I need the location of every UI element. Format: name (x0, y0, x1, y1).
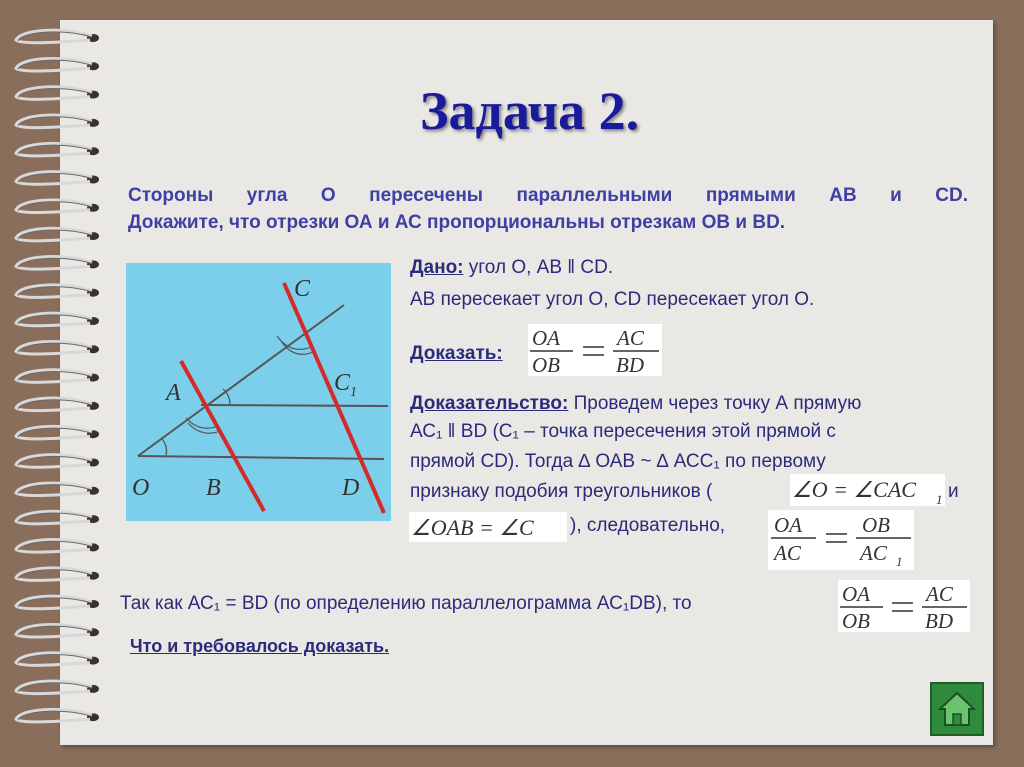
ray-od (138, 456, 384, 459)
ratio-den2: AC (860, 541, 887, 565)
consequently-text: ), следовательно, (570, 515, 726, 536)
line-ac1 (201, 405, 388, 406)
concl-den2: BD (925, 609, 953, 632)
proof-line-1 (410, 393, 861, 415)
spiral-binding (0, 0, 110, 767)
binding-ring (16, 596, 99, 609)
prove-den2: BD (616, 353, 644, 376)
binding-ring (16, 257, 99, 270)
proof-line-4: признаку подобия треугольников ( (410, 481, 713, 502)
binding-ring (16, 87, 99, 100)
qed-text: Что и требовалось доказать. (130, 636, 390, 656)
binding-ring (16, 30, 99, 43)
binding-ring (16, 59, 99, 72)
binding-ring (16, 228, 99, 241)
binding-ring (16, 172, 99, 185)
binding-ring (16, 426, 99, 439)
problem-line-2: Докажите, что отрезки ОА и АС пропорциональны отрезкам ОВ и BD. (128, 212, 786, 233)
given-line-2: АВ пересекает угол О, CD пересекает угол О. (410, 289, 815, 310)
ratio-den2-sub: 1 (896, 554, 903, 569)
binding-ring (16, 115, 99, 128)
problem-statement (128, 182, 968, 236)
binding-ring (16, 398, 99, 411)
home-icon (932, 684, 982, 734)
line-ab (181, 361, 264, 511)
prove-num1: OA (532, 326, 560, 350)
binding-ring (16, 285, 99, 298)
conclusion-text: Так как АС₁ = BD (по определению параллелограмма АС₁DB), то (120, 593, 692, 614)
point-label-a: A (166, 380, 181, 406)
angle-equality-1 (790, 474, 945, 506)
home-button[interactable] (930, 682, 984, 736)
line-cd (284, 283, 384, 513)
concl-num2: AC (926, 582, 953, 606)
ratio-formula (768, 510, 914, 570)
angle-eq-2-text: ∠OAB = ∠C (411, 515, 534, 540)
prove-label (410, 343, 503, 365)
binding-ring (16, 709, 99, 722)
proof-text-1: Проведем через точку А прямую (568, 393, 862, 414)
binding-ring (16, 483, 99, 496)
point-label-d: D (342, 475, 360, 501)
proof-line-2: АС₁ ǁ BD (С₁ – точка пересечения этой прямой с (410, 421, 836, 442)
binding-ring (16, 653, 99, 666)
binding-ring (16, 625, 99, 638)
point-label-b: B (206, 475, 221, 501)
binding-ring (16, 568, 99, 581)
ratio-num2: OB (862, 513, 890, 537)
conclusion-formula (838, 580, 970, 632)
binding-ring (16, 200, 99, 213)
point-label-o: O (132, 475, 150, 501)
and-word: и (948, 481, 959, 502)
point-label-c1: $C_1$ (334, 370, 358, 400)
slide-title: Задача 2. (420, 81, 640, 141)
problem-line-1: Стороны угла О пересечены параллельными прямыми АВ и CD. (128, 185, 968, 206)
point-label-c: C (294, 276, 311, 302)
angle-equality-2 (409, 512, 567, 542)
given-line-1 (410, 257, 613, 279)
angle-eq-1-text: ∠O = ∠CAC (792, 477, 916, 502)
prove-label-text: Доказать: (410, 343, 503, 364)
proof-label: Доказательство: (410, 393, 569, 414)
angle-eq-1-sub: 1 (936, 492, 943, 506)
binding-ring (16, 540, 99, 553)
binding-ring (16, 313, 99, 326)
prove-formula (528, 324, 662, 376)
ratio-den1: AC (774, 541, 801, 565)
angle-arc-o (162, 439, 167, 455)
ratio-num1: OA (774, 513, 802, 537)
prove-den1: OB (532, 353, 560, 376)
concl-den1: OB (842, 609, 870, 632)
prove-num2: AC (617, 326, 644, 350)
binding-ring (16, 455, 99, 468)
binding-ring (16, 370, 99, 383)
binding-ring (16, 143, 99, 156)
binding-ring (16, 681, 99, 694)
binding-ring (16, 342, 99, 355)
concl-num1: OA (842, 582, 870, 606)
given-text-1: угол О, АВ ǁ CD. (463, 257, 614, 278)
proof-line-3: прямой CD). Тогда ∆ ОАВ ~ ∆ АСС₁ по первому (410, 451, 826, 472)
binding-ring (16, 511, 99, 524)
geometry-figure (126, 263, 391, 521)
given-label: Дано: (410, 257, 464, 278)
